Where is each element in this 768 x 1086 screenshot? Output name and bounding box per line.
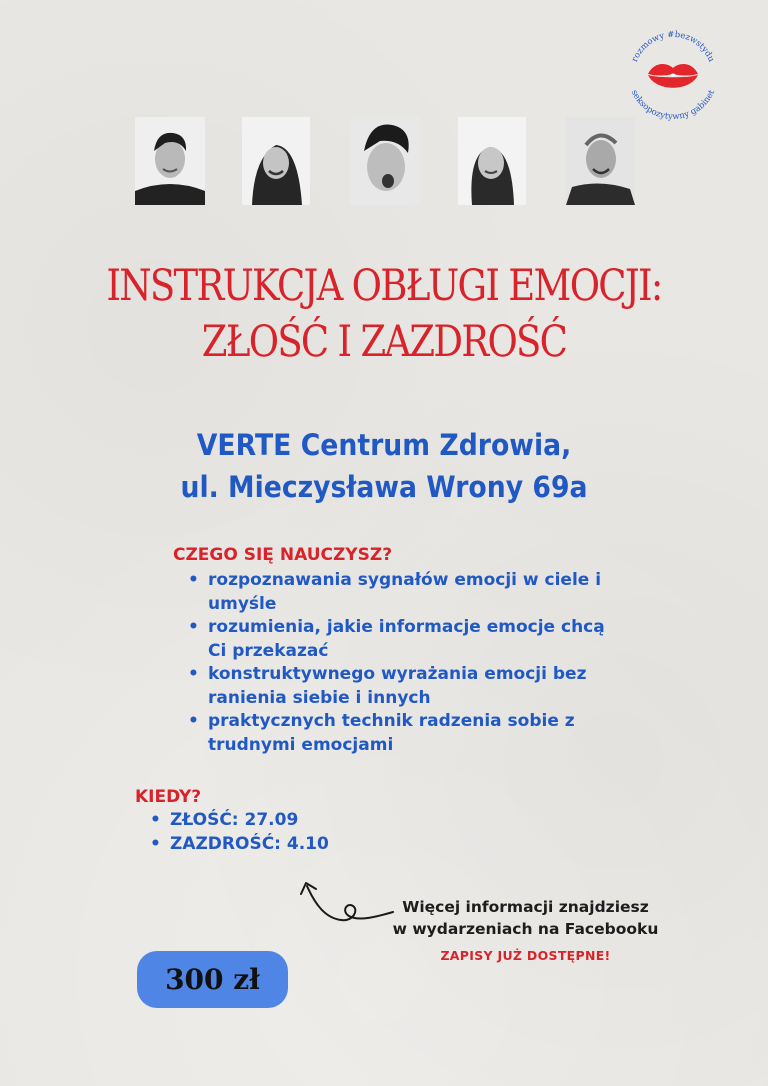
dates-list — [148, 808, 329, 856]
learn-heading: CZEGO SIĘ NAUCZYSZ? — [173, 545, 393, 565]
price-label: 300 zł — [165, 963, 260, 996]
signup-notice: ZAPISY JUŻ DOSTĘPNE! — [440, 948, 611, 963]
list-item-line: • rozumienia, jakie informacje emocje chcą — [208, 617, 605, 637]
list-item-line: trudnymi emocjami — [208, 734, 394, 755]
venue-address — [31, 424, 738, 508]
list-item-line: • konstruktywnego wyrażania emocji bez — [208, 664, 587, 684]
svg-text:rozmowy #bezwstydu — [630, 30, 716, 64]
list-item-line: ranienia siebie i innych — [208, 687, 431, 708]
brand-logo — [618, 18, 728, 128]
event-title-line2: ZŁOŚĆ I ZAZDROŚĆ — [201, 317, 567, 367]
more-info-line2: w wydarzeniach na Facebooku — [392, 920, 659, 938]
venue-line1: VERTE Centrum Zdrowia, — [196, 428, 572, 462]
portrait-man-surprised — [350, 117, 420, 205]
date-item-jealousy: • ZAZDROŚĆ: 4.10 — [148, 832, 329, 856]
logo-text-bottom: seksopozytywny gabinet — [628, 88, 718, 123]
list-item — [186, 569, 626, 616]
portrait-young-woman-smiling — [458, 117, 526, 205]
venue-line2: ul. Mieczysława Wrony 69a — [180, 470, 588, 504]
portrait-older-man-laughing — [566, 117, 635, 205]
list-item-line: umyśle — [208, 593, 277, 614]
date-item-anger: • ZŁOŚĆ: 27.09 — [148, 808, 329, 832]
photo-strip — [0, 117, 768, 205]
red-lips-icon — [648, 64, 698, 88]
portrait-young-man-smiling — [135, 117, 205, 205]
event-title — [54, 258, 714, 370]
list-item — [186, 710, 626, 757]
price-badge — [137, 951, 288, 1008]
list-item — [186, 663, 626, 710]
more-info-line1: Więcej informacji znajdziesz — [402, 898, 649, 916]
more-info-text — [373, 896, 678, 940]
list-item-line: • praktycznych technik radzenia sobie z — [208, 711, 575, 731]
list-item-line: Ci przekazać — [208, 640, 329, 661]
when-heading: KIEDY? — [135, 787, 202, 807]
list-item-line: • rozpoznawania sygnałów emocji w ciele i — [208, 570, 602, 590]
event-title-line1: INSTRUKCJA OBŁUGI EMOCJI: — [106, 261, 662, 311]
list-item — [186, 616, 626, 663]
logo-text-top: rozmowy #bezwstydu — [629, 29, 717, 64]
learn-list — [186, 569, 626, 757]
portrait-young-woman-laughing — [242, 117, 310, 205]
